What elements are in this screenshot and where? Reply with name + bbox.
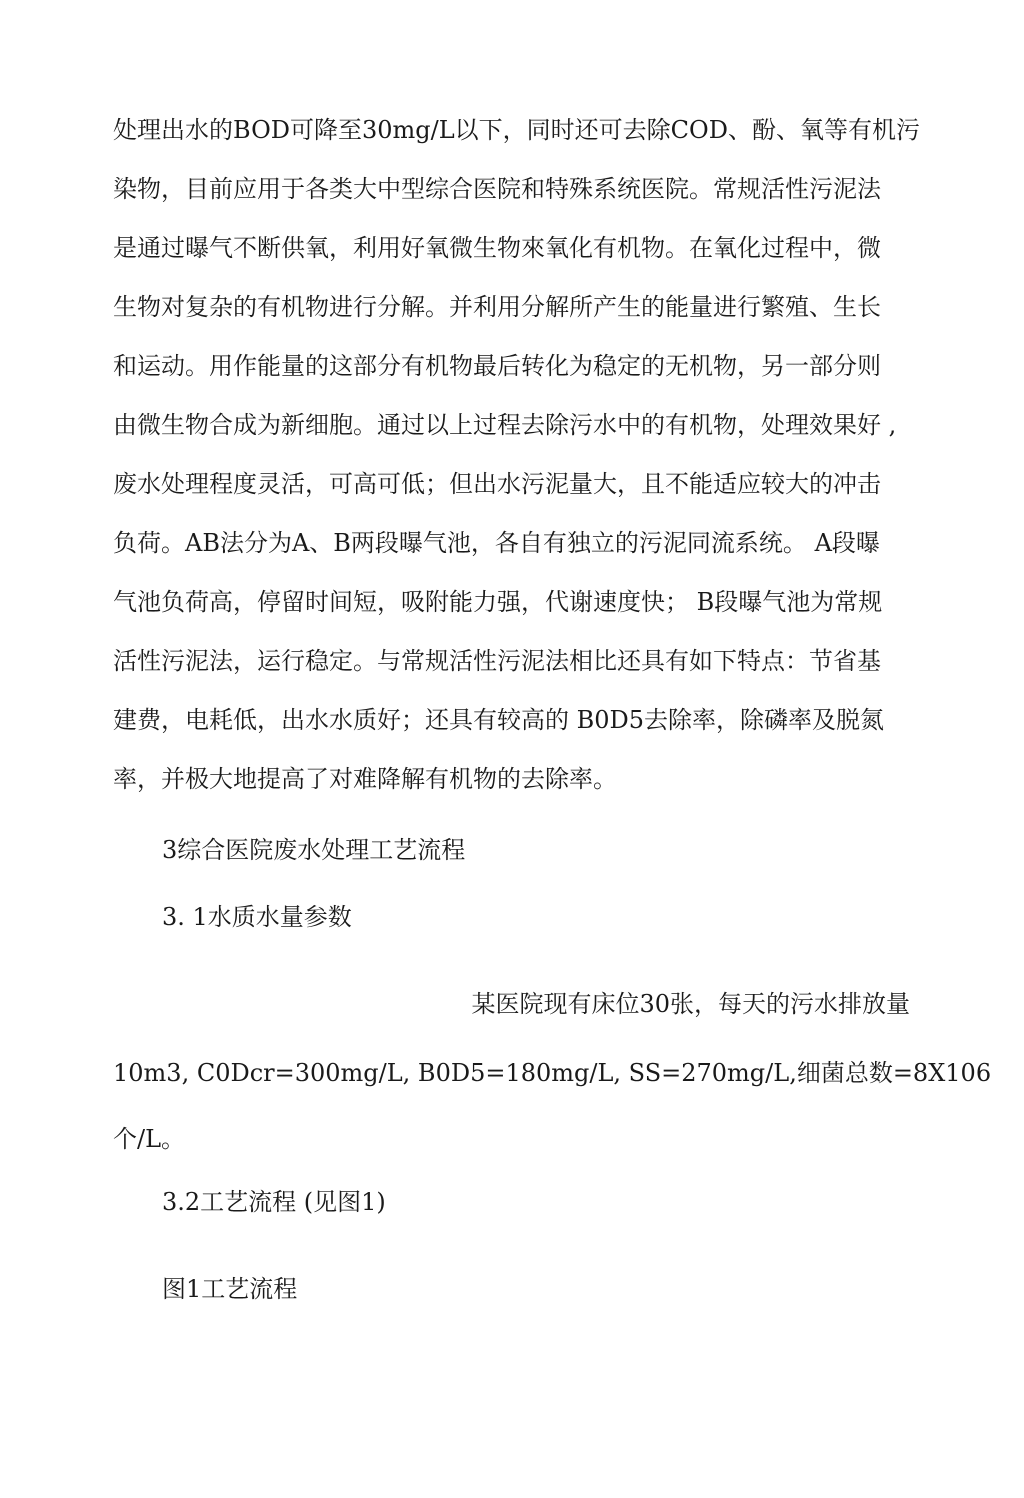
figure-caption: 图1工艺流程	[162, 1275, 298, 1303]
body-line: 气池负荷高，停留时间短，吸附能力强，代谢速度快； B段曝气池为常规	[113, 588, 883, 616]
body-line: 和运动。用作能量的这部分有机物最后转化为稳定的无机物，另一部分则	[113, 352, 881, 380]
body-line: 生物对复杂的有机物进行分解。并利用分解所产生的能量进行繁殖、生长	[113, 293, 881, 321]
param-line: 某医院现有床位30张，每天的污水排放量	[471, 990, 910, 1018]
body-line: 废水处理程度灵活，可高可低；但出水污泥量大，且不能适应较大的冲击	[113, 470, 881, 498]
body-line: 活性污泥法，运行稳定。与常规活性污泥法相比还具有如下特点：节省基	[113, 647, 881, 675]
body-line: 处理出水的BOD可降至30mg/L以下，同时还可去除COD、酚、氧等有机污	[113, 116, 920, 144]
subsection-heading: 3. 1水质水量参数	[162, 903, 352, 931]
body-line: 建费，电耗低，出水水质好；还具有较高的 B0D5去除率，除磷率及脱氮	[113, 706, 885, 734]
body-line: 是通过曝气不断供氧，利用好氧微生物來氧化有机物。在氧化过程中，微	[113, 234, 881, 262]
body-line: 由微生物合成为新细胞。通过以上过程去除污水中的有机物，处理效果好 ,	[113, 411, 897, 439]
param-line: 10m3, C0Dcr=300mg/L, B0D5=180mg/L, SS=270mg/L,细菌总数=8X106	[113, 1059, 992, 1087]
body-line: 负荷。AB法分为A、B两段曝气池，各自有独立的污泥同流系统。 A段曝	[113, 529, 880, 557]
subsection-heading: 3.2工艺流程 (见图1)	[162, 1188, 386, 1216]
body-line: 染物，目前应用于各类大中型综合医院和特殊系统医院。常规活性污泥法	[113, 175, 881, 203]
param-line: 个/L。	[113, 1125, 186, 1153]
body-line: 率，并极大地提高了对难降解有机物的去除率。	[113, 765, 617, 793]
section-heading: 3综合医院废水处理工艺流程	[162, 836, 466, 864]
